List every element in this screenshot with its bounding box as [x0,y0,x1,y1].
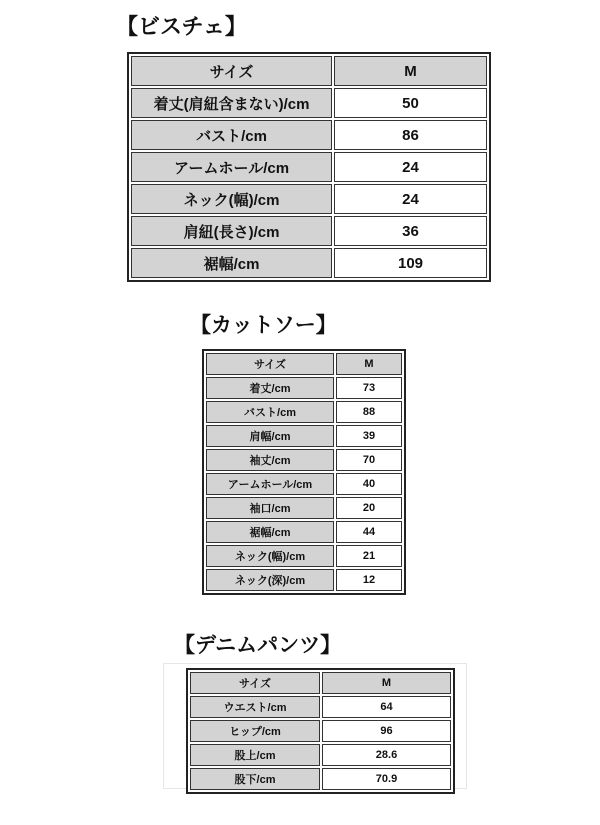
row-label: 着丈(肩紐含まない)/cm [131,88,332,118]
bustier-size-table [127,52,491,282]
row-label: バスト/cm [206,401,334,423]
cutsew-size-table [202,349,406,595]
row-value: 20 [336,497,402,519]
row-value: 73 [336,377,402,399]
row-label: 股上/cm [190,744,320,766]
row-value: 50 [334,88,487,118]
size-header-cell: サイズ [190,672,320,694]
row-label: ネック(幅)/cm [131,184,332,214]
row-label: 股下/cm [190,768,320,790]
row-value: 21 [336,545,402,567]
row-value: 28.6 [322,744,451,766]
table-row [206,377,402,399]
table-row [206,473,402,495]
table-row [131,184,487,214]
size-value-cell: M [334,56,487,86]
table-row [206,401,402,423]
row-value: 86 [334,120,487,150]
table-row [131,216,487,246]
table-row [131,120,487,150]
size-value-cell: M [336,353,402,375]
size-header-cell: サイズ [206,353,334,375]
row-label: ネック(深)/cm [206,569,334,591]
table-row [190,720,451,742]
table-header-row [206,353,402,375]
row-value: 109 [334,248,487,278]
size-header-cell: サイズ [131,56,332,86]
table-row [206,449,402,471]
table-header-row [190,672,451,694]
row-value: 70.9 [322,768,451,790]
row-label: ヒップ/cm [190,720,320,742]
row-label: アームホール/cm [131,152,332,182]
row-value: 24 [334,184,487,214]
row-value: 96 [322,720,451,742]
row-label: 裾幅/cm [206,521,334,543]
size-value-cell: M [322,672,451,694]
row-value: 24 [334,152,487,182]
table-row [131,152,487,182]
table-row [206,545,402,567]
row-label: 着丈/cm [206,377,334,399]
row-value: 64 [322,696,451,718]
bustier-title: 【ビスチェ】 [116,15,247,40]
table-row [131,88,487,118]
denim-size-table [186,668,455,794]
row-value: 39 [336,425,402,447]
row-label: ネック(幅)/cm [206,545,334,567]
row-value: 12 [336,569,402,591]
row-value: 40 [336,473,402,495]
table-row [206,569,402,591]
cutsew-title: 【カットソー】 [190,313,337,337]
table-row [131,248,487,278]
row-label: バスト/cm [131,120,332,150]
row-label: アームホール/cm [206,473,334,495]
row-label: ウエスト/cm [190,696,320,718]
row-value: 44 [336,521,402,543]
table-header-row [131,56,487,86]
row-value: 70 [336,449,402,471]
row-label: 肩幅/cm [206,425,334,447]
table-row [206,521,402,543]
table-row [206,425,402,447]
row-label: 肩紐(長さ)/cm [131,216,332,246]
table-row [190,696,451,718]
row-value: 36 [334,216,487,246]
row-label: 裾幅/cm [131,248,332,278]
row-value: 88 [336,401,402,423]
row-label: 袖丈/cm [206,449,334,471]
denim-title: 【デニムパンツ】 [174,633,342,657]
table-row [190,768,451,790]
table-row [190,744,451,766]
row-label: 袖口/cm [206,497,334,519]
table-row [206,497,402,519]
